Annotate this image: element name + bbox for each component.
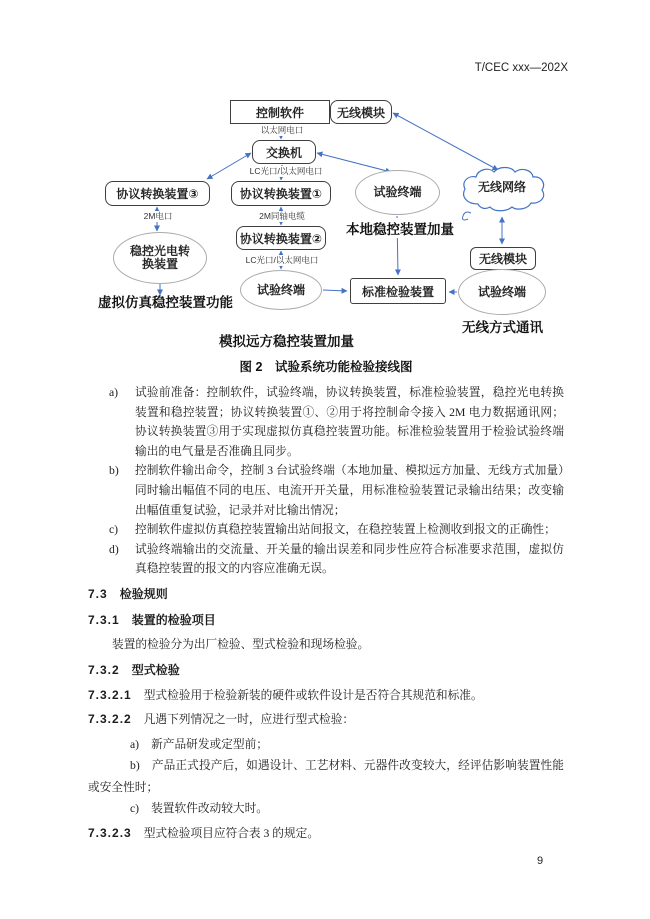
node-protocol-converter-1: 协议转换装置① <box>231 181 331 206</box>
node-test-terminal-remote: 试验终端 <box>240 270 322 310</box>
heading-7-3 <box>88 584 564 604</box>
node-standard-check-device: 标准检验装置 <box>350 278 446 304</box>
list-item-b <box>88 461 564 520</box>
list-item-label: a) <box>109 386 119 399</box>
sub-item-label: a) <box>130 737 140 751</box>
list-item-label: c) <box>109 523 119 537</box>
node-label: 稳控光电转换装置 <box>129 244 190 271</box>
list-item-label: b) <box>109 464 119 478</box>
heading-number: 7.3.2 <box>88 662 120 677</box>
clause-text: 凡遇下列情况之一时，应进行型式检验： <box>143 713 355 727</box>
heading-title: 型式检验 <box>131 662 180 677</box>
heading-title: 检验规则 <box>119 586 168 601</box>
sub-item-label: b) <box>130 759 140 773</box>
clause-7-3-2-3 <box>88 823 564 845</box>
heading-7-3-2 <box>88 660 564 680</box>
node-protocol-converter-3: 协议转换装置③ <box>105 181 210 206</box>
heading-title: 装置的检验项目 <box>131 612 216 627</box>
list-item-label: d) <box>109 542 119 556</box>
annotation-remote-loading: 模拟远方稳控装置加量 <box>219 334 354 349</box>
list-item-d <box>88 540 564 579</box>
edge-label-lc-ethernet-bottom: LC光口/以太网电口 <box>233 255 331 266</box>
sub-item-text: 新产品研发或定型前； <box>151 737 268 751</box>
heading-number: 7.3 <box>88 586 108 601</box>
sub-item-text: 产品正式投产后，如遇设计、工艺材料、元器件改变较大，经评估影响装置性能或安全性时； <box>88 759 564 794</box>
sub-item-b <box>88 755 564 798</box>
node-switch: 交换机 <box>252 140 316 164</box>
node-control-software: 控制软件 <box>230 100 330 124</box>
clause-text: 型式检验用于检验新装的硬件或软件设计是否符合其规范和标准。 <box>143 688 483 702</box>
clause-number: 7.3.2.1 <box>88 687 132 702</box>
heading-number: 7.3.1 <box>88 612 120 627</box>
edge-label-2m-port: 2M电口 <box>135 211 181 222</box>
page-number: 9 <box>536 855 544 867</box>
node-test-terminal-wireless: 试验终端 <box>458 269 546 315</box>
node-wireless-module-top: 无线模块 <box>330 100 392 124</box>
paragraph-7-3-1: 装置的检验分为出厂检验、型式检验和现场检验。 <box>112 637 370 651</box>
node-label: 无线网络 <box>477 180 526 194</box>
list-item-text: 试验前准备：控制软件，试验终端，协议转换装置，标准检验装置，稳控光电转换装置和稳控装置；协议转换装置①、②用于将控制命令接入 2M 电力数据通讯网；协议转换装置③用于实现虚拟仿真稳控装置功能。标准检验装置用于检验试验终端输出的电气量是否准确且同步。 <box>135 386 564 458</box>
edge-label-lc-ethernet-top: LC光口/以太网电口 <box>237 166 335 177</box>
figure-2-diagram <box>90 95 560 357</box>
list-item-a <box>88 383 564 461</box>
node-test-terminal-local: 试验终端 <box>355 170 440 215</box>
clause-number: 7.3.2.3 <box>88 825 132 840</box>
annotation-wireless-comm: 无线方式通讯 <box>462 320 543 335</box>
clause-7-3-2-2 <box>88 709 564 731</box>
annotation-virtual-simulation: 虚拟仿真稳控装置功能 <box>98 295 233 310</box>
edge-label-ethernet-port: 以太网电口 <box>251 125 313 136</box>
sub-item-text: 装置软件改动较大时。 <box>151 802 268 816</box>
sub-item-c <box>88 798 564 820</box>
node-wireless-module-right: 无线模块 <box>470 247 536 270</box>
sub-item-label: c) <box>130 802 140 816</box>
heading-7-3-1 <box>88 610 564 630</box>
edge-label-2m-coax: 2M同轴电缆 <box>249 211 315 222</box>
node-protocol-converter-2: 协议转换装置② <box>236 226 326 250</box>
node-wireless-network-cloud <box>456 166 548 214</box>
body-content <box>88 383 564 844</box>
list-item-text: 控制软件虚拟仿真稳控装置输出站间报文，在稳控装置上检测收到报文的正确性； <box>135 523 556 537</box>
clause-number: 7.3.2.2 <box>88 712 132 727</box>
clause-text: 型式检验项目应符合表 3 的规定。 <box>143 826 320 840</box>
list-item-text: 控制软件输出命令，控制 3 台试验终端（本地加量、模拟远方加量、无线方式加量）同时输出幅值不同的电压、电流开开关量，用标准检验装置记录输出结果；改变输出幅值重复试验，记录并对比输出情况； <box>135 464 564 517</box>
figure-2-caption: 图 2 试验系统功能检验接线图 <box>239 360 413 374</box>
list-item-c <box>88 520 564 540</box>
node-stability-optical-converter <box>113 232 207 284</box>
sub-item-a <box>88 734 564 756</box>
annotation-local-loading: 本地稳控装置加量 <box>344 218 456 238</box>
list-item-text: 试验终端输出的交流量、开关量的输出误差和同步性应符合标准要求范围，虚拟仿真稳控装置的报文的内容应准确无误。 <box>135 542 564 576</box>
clause-7-3-2-1 <box>88 685 564 707</box>
document-code-header: T/CEC xxx—202X <box>474 62 568 74</box>
